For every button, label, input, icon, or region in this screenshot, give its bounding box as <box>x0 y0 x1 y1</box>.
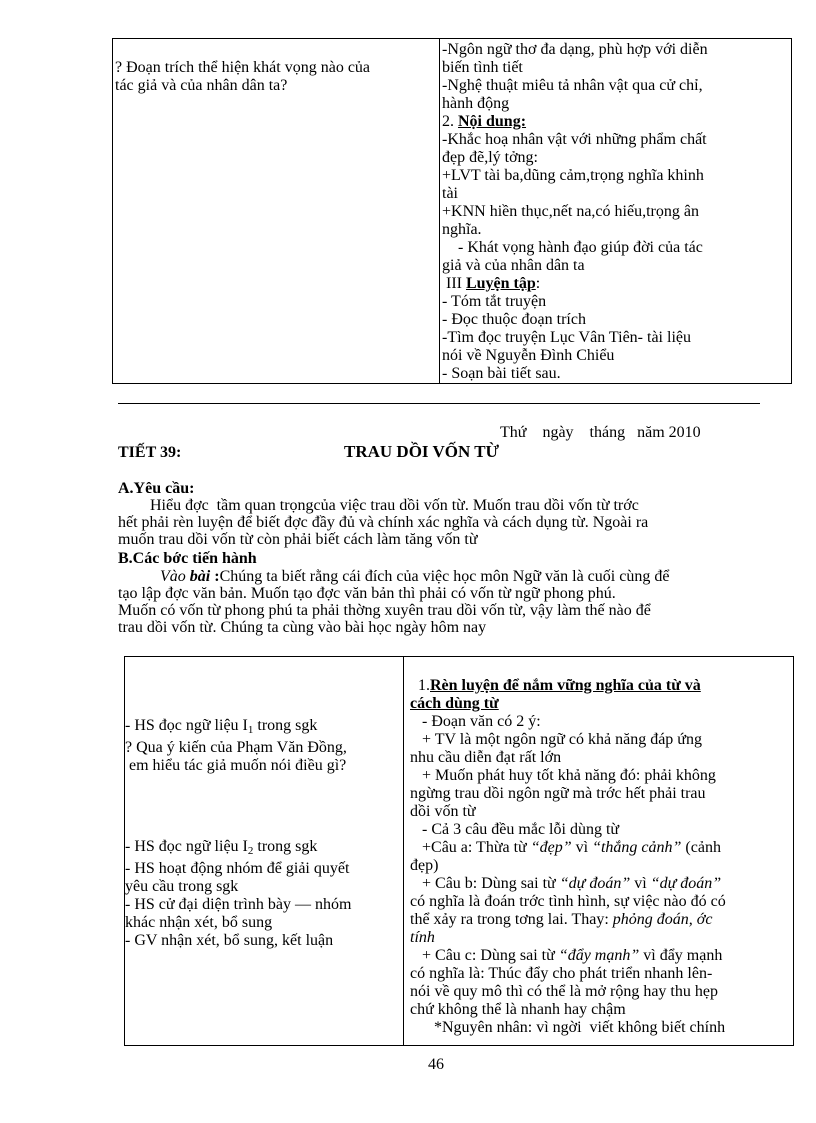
content-line: - Tóm tắt truyện <box>442 293 547 310</box>
section-a-heading: A.Yêu cầu: <box>118 480 195 497</box>
question-line: tác giả và của nhân dân ta? <box>115 77 288 94</box>
content-line: *Nguyên nhân: vì ngời viết không biết chính <box>410 1019 726 1036</box>
paragraph-line: trau dồi vốn từ. Chúng ta cùng vào bài học ngày hôm nay <box>118 619 487 636</box>
activity-line: - HS đọc ngữ liệu $I_1$ trong sgk <box>125 717 318 736</box>
activity-line: - HS cử đại diện trình bày — nhóm <box>125 896 352 913</box>
content-line: nói về Nguyễn Đình Chiểu <box>442 347 615 364</box>
intro-line: Vào bài :Chúng ta biết rằng cái đích của việc học môn Ngữ văn là cuối cùng để <box>160 568 670 585</box>
activity-line: em hiểu tác giả muốn nói điều gì? <box>125 757 347 774</box>
lesson-title: TRAU DỒI VỐN TỪ <box>344 442 500 461</box>
bottom-table-left-cell <box>125 657 404 1046</box>
bottom-table-right-cell <box>404 657 794 1046</box>
content-line: + TV là một ngôn ngữ có khả năng đáp ứng <box>410 731 702 748</box>
date-line: Thứ ngày tháng năm 2010 <box>500 424 701 441</box>
content-line: ngừng trau dồi ngôn ngữ mà trớc hết phải trau <box>410 785 706 802</box>
content-line: - Đoạn văn có 2 ý: <box>410 713 541 730</box>
top-table-left-cell <box>113 39 440 384</box>
activity-line: yêu cầu trong sgk <box>125 878 239 895</box>
activity-line: - HS đọc ngữ liệu $I_2$ trong sgk <box>125 838 318 857</box>
section-b-heading: B.Các bớc tiến hành <box>118 550 257 567</box>
activity-line: - GV nhận xét, bổ sung, kết luận <box>125 932 334 949</box>
section2-heading: 2. Nội dung: <box>442 113 527 130</box>
section-a-body <box>118 497 768 548</box>
activity-line: ? Qua ý kiến của Phạm Văn Đồng, <box>125 739 347 756</box>
content-line: +Câu a: Thừa từ “đẹp” vì “thắng cảnh” (cảnh <box>410 839 721 856</box>
content-line: +KNN hiền thục,nết na,có hiếu,trọng ân <box>442 203 699 220</box>
paragraph-line: Muốn có vốn từ phong phú ta phải thờng xuyên trau dồi vốn từ, vậy làm thế nào để <box>118 602 651 619</box>
content-line: có nghĩa là đoán trớc tình hình, sự việc nào đó có <box>410 893 726 910</box>
content-line: hành động <box>442 95 510 112</box>
bottom-table <box>124 656 794 1046</box>
content-line: tài <box>442 185 458 202</box>
content-line: - Cả 3 câu đều mắc lỗi dùng từ <box>410 821 620 838</box>
content-line: giả và của nhân dân ta <box>442 257 585 274</box>
content-line: đẹp) <box>410 857 439 874</box>
content-line: đẹp đẽ,lý tởng: <box>442 149 538 166</box>
content-line: biến tình tiết <box>442 59 523 76</box>
content-line: - Khát vọng hành đạo giúp đời của tác <box>442 239 703 256</box>
paragraph-line: muốn trau dồi vốn từ còn phải biết cách làm tăng vốn từ <box>118 531 478 548</box>
content-line: dồi vốn từ <box>410 803 476 820</box>
lesson-label: TIẾT 39: <box>118 444 182 461</box>
paragraph-line: hết phải rèn luyện để biết đợc đầy đủ và chính xác nghĩa và cách dụng từ. Ngoài ra <box>118 514 649 531</box>
paragraph-line: Hiểu đợc tầm quan trọngcủa việc trau dồi vốn từ. Muốn trau dồi vốn từ trớc <box>118 497 639 514</box>
paragraph-line: tạo lập đợc văn bản. Muốn tạo đợc văn bản thì phải có vốn từ ngữ phong phú. <box>118 585 616 602</box>
content-line: +LVT tài ba,dũng cảm,trọng nghĩa khinh <box>442 167 704 184</box>
page-number: 46 <box>428 1056 444 1073</box>
content-line: chứ không thể là nhanh hay chậm <box>410 1001 626 1018</box>
content-line: -Tìm đọc truyện Lục Vân Tiên- tài liệu <box>442 329 691 346</box>
top-table <box>112 38 792 384</box>
content-line: có nghĩa là: Thúc đẩy cho phát triển nhanh lên- <box>410 965 713 982</box>
content-line: thể xảy ra trong tơng lai. Thay: phỏng đoán, ớc <box>410 911 713 928</box>
content-line: + Câu c: Dùng sai từ “đẩy mạnh” vì đẩy mạnh <box>410 947 723 964</box>
question-line: ? Đoạn trích thể hiện khát vọng nào của <box>115 59 371 76</box>
activity-line: - HS hoạt động nhóm để giải quyết <box>125 860 350 877</box>
content-line: -Khắc hoạ nhân vật với những phẩm chất <box>442 131 707 148</box>
content-line: tính <box>410 929 435 946</box>
content-line: - Đọc thuộc đoạn trích <box>442 311 586 328</box>
content-line: -Ngôn ngữ thơ đa dạng, phù hợp với diễn <box>442 41 708 58</box>
top-table-right-cell <box>440 39 792 384</box>
section3-heading: III Luyện tập: <box>442 275 541 292</box>
section-b-body <box>118 568 768 636</box>
content-line: -Nghệ thuật miêu tả nhân vật qua cử chỉ, <box>442 77 703 94</box>
content-line: + Câu b: Dùng sai từ “dự đoán” vì “dự đoán” <box>410 875 722 892</box>
activity-line: khác nhận xét, bổ sung <box>125 914 273 931</box>
subsection-heading: 1.Rèn luyện để nắm vững nghĩa của từ và <box>410 677 701 694</box>
content-line: + Muốn phát huy tốt khả năng đó: phải không <box>410 767 716 784</box>
content-line: nghĩa. <box>442 221 482 238</box>
content-line: nói về quy mô thì có thể là mở rộng hay thu hẹp <box>410 983 718 1000</box>
content-line: - Soạn bài tiết sau. <box>442 365 561 382</box>
section-divider <box>118 403 760 404</box>
subsection-heading: cách dùng từ <box>410 695 499 712</box>
content-line: nhu cầu diễn đạt rất lớn <box>410 749 562 766</box>
